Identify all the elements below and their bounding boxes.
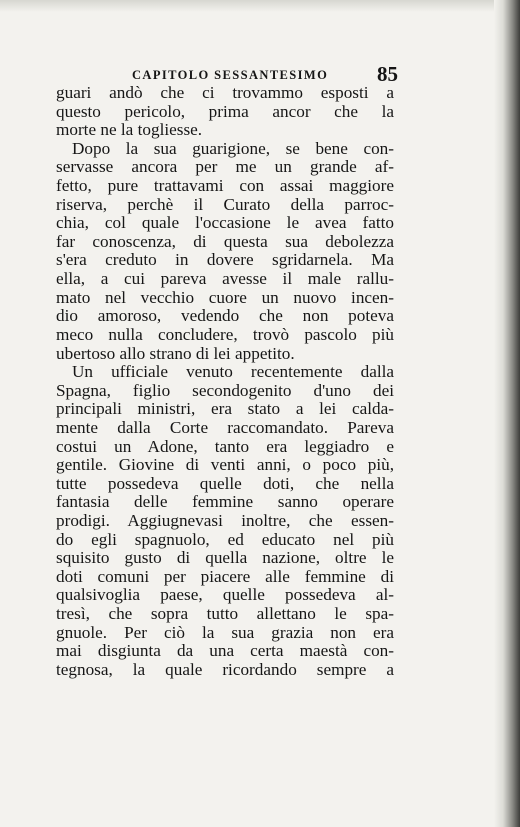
text-line: meco nulla concludere, trovò pascolo più xyxy=(56,325,394,344)
text-line: guari andò che ci trovammo esposti a xyxy=(56,84,394,102)
text-line: dio amoroso, vedendo che non poteva xyxy=(56,307,394,326)
text-line: Un ufficiale venuto recentemente dalla xyxy=(72,363,394,382)
text-line: tegnosa, la quale ricordando sempre a xyxy=(56,660,394,679)
text-line: Dopo la sua guarigione, se bene con- xyxy=(72,139,394,158)
text-line: qualsivoglia paese, quelle possedeva al- xyxy=(56,586,394,605)
text-line: Spagna, figlio secondogenito d'uno dei xyxy=(56,381,394,400)
text-line: do egli spagnuolo, ed educato nel più xyxy=(56,530,394,549)
text-line: ella, a cui pareva avesse il male rallu- xyxy=(56,270,394,289)
text-line: tutte possedeva quelle doti, che nella xyxy=(56,474,394,493)
text-line: fetto, pure trattavami con assai maggiore xyxy=(56,177,394,196)
text-line: morte ne la togliesse. xyxy=(56,121,203,140)
page-number: 85 xyxy=(377,62,398,86)
text-line: ubertoso allo strano di lei appetito. xyxy=(56,344,295,363)
text-line: s'era creduto in dovere sgridarnela. Ma xyxy=(56,251,394,270)
text-line: questo pericolo, prima ancor che la xyxy=(56,102,394,121)
text-line: gentile. Giovine di venti anni, o poco più, xyxy=(56,456,394,475)
text-line: chia, col quale l'occasione le avea fatto xyxy=(56,214,394,233)
text-line: mato nel vecchio cuore un nuovo incen- xyxy=(56,288,394,307)
running-title: CAPITOLO SESSANTESIMO xyxy=(132,68,329,82)
text-line: doti comuni per piacere alle femmine di xyxy=(56,567,394,586)
text-line: tresì, che sopra tutto allettano le spa- xyxy=(56,605,394,624)
text-line: squisito gusto di quella nazione, oltre le xyxy=(56,549,394,568)
page-top-shadow xyxy=(0,0,520,12)
text-line: mai disgiunta da una certa maestà con- xyxy=(56,642,394,661)
text-line: gnuole. Per ciò la sua grazia non era xyxy=(56,623,394,642)
text-line: principali ministri, era stato a lei calda- xyxy=(56,400,394,419)
text-line: servasse ancora per me un grande af- xyxy=(56,158,394,177)
text-line: prodigi. Aggiugnevasi inoltre, che essen- xyxy=(56,512,394,531)
body-text xyxy=(56,84,394,680)
text-line: fantasia delle femmine sanno operare xyxy=(56,493,394,512)
text-line: riserva, perchè il Curato della parroc- xyxy=(56,195,394,214)
book-spine-shadow xyxy=(494,0,520,827)
text-line: costui un Adone, tanto era leggiadro e xyxy=(56,437,394,456)
text-line: far conoscenza, di questa sua debolezza xyxy=(56,232,394,251)
text-line: mente dalla Corte raccomandato. Pareva xyxy=(56,418,394,437)
